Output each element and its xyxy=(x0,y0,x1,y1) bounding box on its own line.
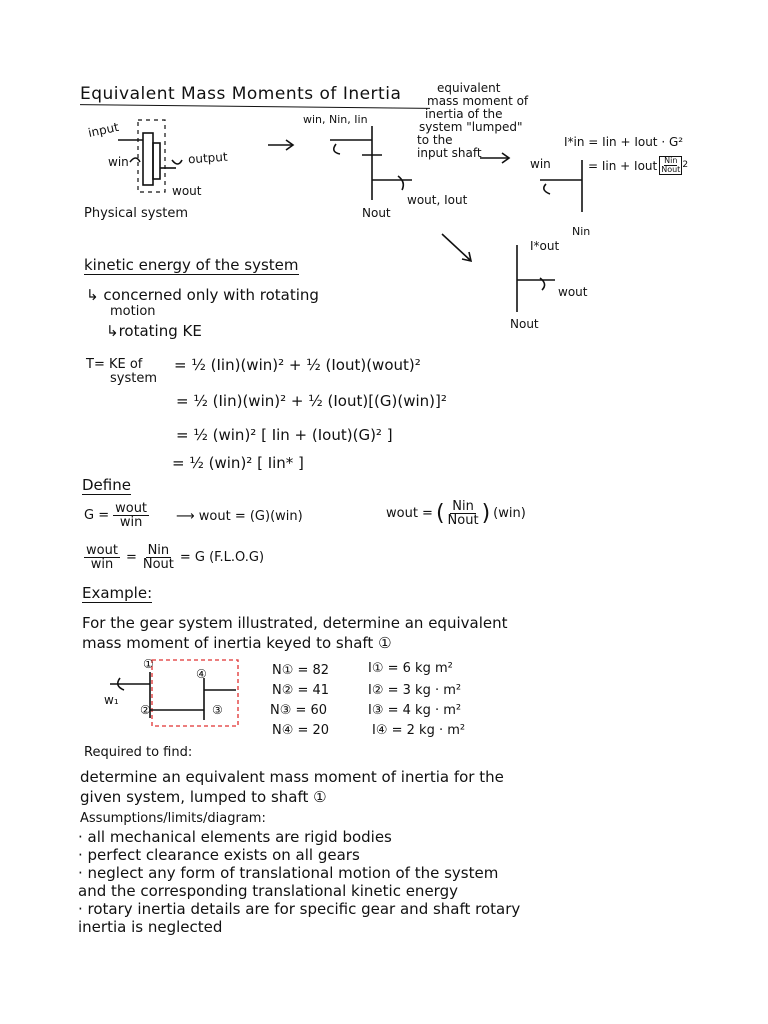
istar-in-equation-ratio xyxy=(588,156,688,175)
ke-eq1: = ½ (Iin)(win)² + ½ (Iout)(wout)² xyxy=(174,356,421,374)
win-label: win xyxy=(108,155,129,169)
assumption-item: · perfect clearance exists on all gears xyxy=(78,846,360,864)
assumption-item: · neglect any form of translational motion of the system xyxy=(78,864,499,882)
g-definition xyxy=(84,502,149,529)
example-line1: For the gear system illustrated, determine an equivalent xyxy=(82,614,508,632)
ke-heading: kinetic energy of the system xyxy=(84,256,299,274)
define-heading: Define xyxy=(82,476,131,494)
page-title: Equivalent Mass Moments of Inertia xyxy=(80,84,402,104)
wout-den: Nout xyxy=(447,513,479,528)
win-nin-iin-label: win, Nin, Iin xyxy=(303,113,368,126)
w1-label: w₁ xyxy=(104,693,119,707)
r-num: wout xyxy=(86,543,118,558)
ke-eq3: = ½ (win)² [ Iin + (Iout)(G)² ] xyxy=(176,426,393,444)
r-tail: = G (F.L.O.G) xyxy=(179,550,265,565)
wout-iout-label: wout, Iout xyxy=(407,193,468,207)
g-num: wout xyxy=(115,501,148,516)
ke-line2: motion xyxy=(110,304,156,319)
gear-4-label: ④ xyxy=(196,667,207,681)
wout-num: Nin xyxy=(452,499,474,514)
g-den: win xyxy=(119,515,143,530)
wout-rhs: (win) xyxy=(493,506,526,521)
example-heading: Example: xyxy=(82,584,153,602)
wout-fraction xyxy=(448,500,479,527)
t-label-2: system xyxy=(110,371,157,386)
r-den2: Nout xyxy=(142,557,174,572)
required-line1: determine an equivalent mass moment of inertia for the xyxy=(80,768,504,786)
note-line: system "lumped" xyxy=(419,120,523,134)
ratio-fraction-2 xyxy=(143,544,174,571)
ratio-definition xyxy=(84,544,264,571)
i2-value: I② = 3 kg · m² xyxy=(368,683,462,698)
ke-line1: ↳ concerned only with rotating xyxy=(86,286,319,304)
i3-value: I③ = 4 kg · m² xyxy=(368,703,462,718)
g-fraction xyxy=(113,502,149,529)
assumption-item: · rotary inertia details are for specific gear and shaft rotary xyxy=(78,900,521,918)
required-heading: Required to find: xyxy=(84,745,193,760)
wout-ratio-eq: wout = ( $\frac{\text{Nin}}{\text{Nout}}$ ) (win) xyxy=(386,499,526,528)
wout-label: wout xyxy=(172,184,202,198)
ratio-fraction-1 xyxy=(84,544,120,571)
wout-g-win: ⟶ wout = (G)(win) xyxy=(176,509,303,524)
gear-body-out xyxy=(153,143,160,179)
ke-eq2: = ½ (Iin)(win)² + ½ (Iout)[(G)(win)]² xyxy=(176,392,447,410)
r-eq: = xyxy=(125,550,137,565)
assumption-item: inertia is neglected xyxy=(78,918,223,936)
t-label: T= KE of xyxy=(86,357,143,372)
example-line2: mass moment of inertia keyed to shaft ① xyxy=(82,634,392,652)
ratio-den: Nout xyxy=(661,165,681,174)
n4-value: N④ = 20 xyxy=(272,723,330,738)
input-label: input xyxy=(86,119,120,141)
ratio-power: 2 xyxy=(682,160,689,170)
wout-lhs: wout = xyxy=(386,506,433,521)
assumptions-heading: Assumptions/limits/diagram: xyxy=(80,811,266,826)
assumption-item: · all mechanical elements are rigid bodies xyxy=(78,828,392,846)
note-line: mass moment of xyxy=(427,94,529,108)
istar-out-label: I*out xyxy=(530,239,560,253)
nout-label-2: Nout xyxy=(510,317,539,331)
required-line2: given system, lumped to shaft ① xyxy=(80,788,327,806)
istar-eq2-prefix: = Iin + Iout xyxy=(588,158,658,173)
gear-2-label: ② xyxy=(140,703,151,717)
r-den: win xyxy=(90,557,114,572)
ratio-num: Nin xyxy=(664,156,678,165)
gear-3-label: ③ xyxy=(212,703,223,717)
n1-value: N① = 82 xyxy=(272,663,330,678)
note-line: equivalent xyxy=(437,81,501,95)
output-label: output xyxy=(187,149,229,167)
gear-1-label: ① xyxy=(143,657,154,671)
gear-body-in xyxy=(143,133,153,185)
note-line: to the xyxy=(417,133,453,147)
dashed-box xyxy=(138,120,165,192)
gear-boundary xyxy=(152,660,238,726)
nout-label: Nout xyxy=(362,206,391,220)
win-label-2: win xyxy=(530,157,551,171)
g-lhs: G = xyxy=(84,508,110,523)
ke-eq4: = ½ (win)² [ Iin* ] xyxy=(172,454,304,472)
r-num2: Nin xyxy=(147,543,170,558)
n2-value: N② = 41 xyxy=(272,683,330,698)
physical-system-caption: Physical system xyxy=(84,206,189,221)
ke-line3: ↳rotating KE xyxy=(106,322,202,340)
nin-label: Nin xyxy=(572,225,591,238)
i1-value: I① = 6 kg m² xyxy=(368,661,453,676)
istar-in-equation: I*in = Iin + Iout · G² xyxy=(564,135,684,149)
i4-value: I④ = 2 kg · m² xyxy=(372,723,466,738)
note-line: input shaft xyxy=(417,146,482,160)
n3-value: N③ = 60 xyxy=(270,703,328,718)
wout-label-2: wout xyxy=(558,285,588,299)
assumption-item: and the corresponding translational kinetic energy xyxy=(78,882,458,900)
note-line: inertia of the xyxy=(425,107,503,121)
